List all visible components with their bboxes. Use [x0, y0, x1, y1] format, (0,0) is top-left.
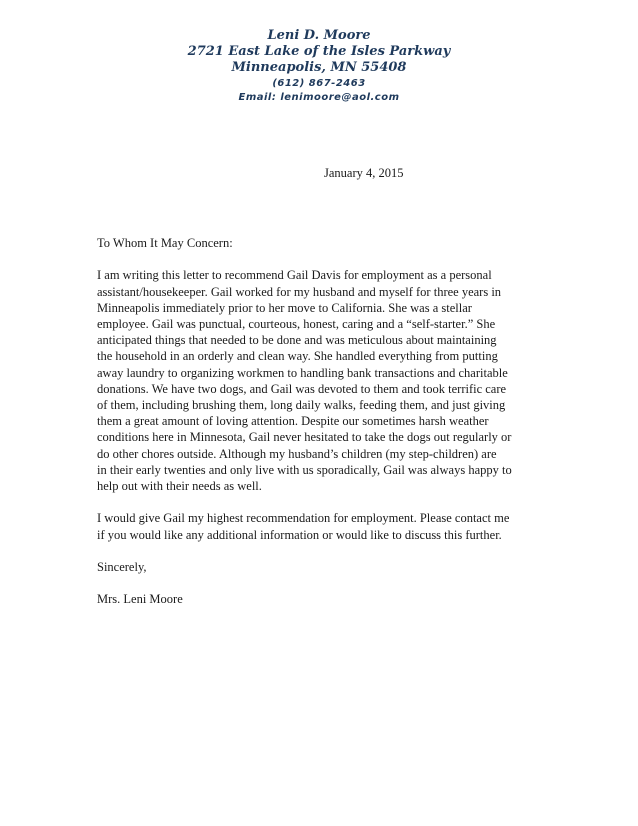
sender-phone: (612) 867-2463: [272, 78, 366, 89]
paragraph-line: them a great amount of loving attention. Despite our sometimes harsh weather: [97, 414, 489, 429]
paragraph-line: conditions here in Minnesota, Gail never hesitated to take the dogs out regularly or: [97, 430, 512, 445]
paragraph-line: do other chores outside. Although my husband’s children (my step-children) are: [97, 446, 497, 461]
letterhead: [0, 28, 638, 104]
sender-email: Email: lenimoore@aol.com: [238, 92, 400, 103]
sender-street: 2721 East Lake of the Isles Parkway: [187, 44, 451, 59]
paragraph-line: of them, including brushing them, long daily walks, feeding them, and just giving: [97, 398, 506, 413]
paragraph-line: the household in an orderly and clean way. She handled everything from putting: [97, 349, 498, 364]
paragraph-line: away laundry to organizing workmen to handling bank transactions and charitable: [97, 365, 508, 380]
paragraph-line: Minneapolis immediately prior to her move to California. She was a stellar: [97, 300, 472, 315]
letter-body: [97, 235, 547, 624]
paragraph-1: [97, 267, 547, 494]
sender-name: Leni D. Moore: [267, 28, 371, 43]
signature: Mrs. Leni Moore: [97, 592, 183, 607]
paragraph-line: employee. Gail was punctual, courteous, honest, caring and a “self-starter.” She: [97, 317, 496, 331]
paragraph-line: I am writing this letter to recommend Gail Davis for employment as a personal: [97, 268, 492, 283]
sender-city: Minneapolis, MN 55408: [231, 60, 407, 75]
paragraph-line: help out with their needs as well.: [97, 479, 262, 494]
paragraph-line: I would give Gail my highest recommendation for employment. Please contact me: [97, 511, 510, 526]
paragraph-line: if you would like any additional information or would like to discuss this further.: [97, 527, 502, 542]
paragraph-line: donations. We have two dogs, and Gail was devoted to them and took terrific care: [97, 381, 507, 396]
salutation: To Whom It May Concern:: [97, 236, 233, 250]
paragraph-line: assistant/housekeeper. Gail worked for my husband and myself for three years in: [97, 284, 502, 299]
letter-date: January 4, 2015: [324, 166, 404, 180]
closing: Sincerely,: [97, 560, 147, 575]
paragraph-line: in their early twenties and only live with us sporadically, Gail was always happy to: [97, 462, 512, 477]
paragraph-line: anticipated things that needed to be done and was meticulous about maintaining: [97, 333, 497, 348]
paragraph-2: [97, 510, 547, 542]
